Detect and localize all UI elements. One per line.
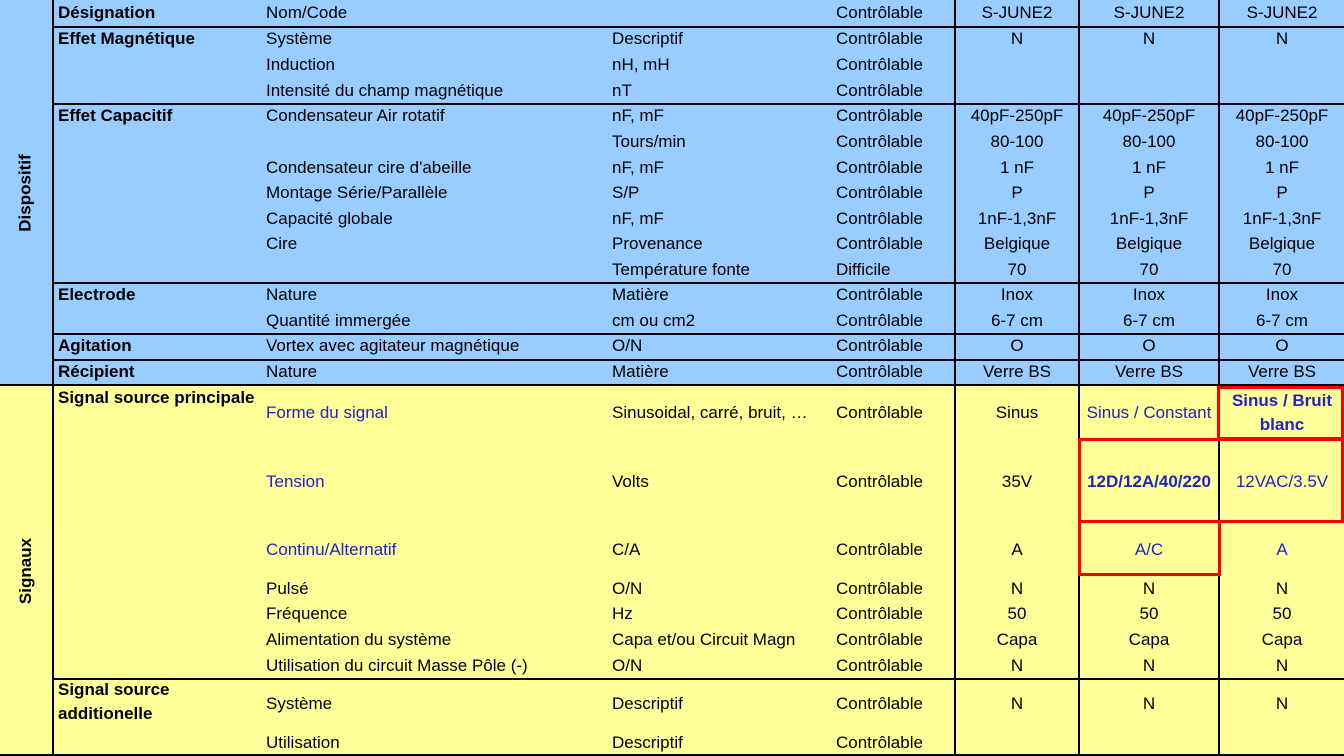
table-row xyxy=(0,103,1344,129)
table-row xyxy=(0,627,1344,653)
cell-v3: O xyxy=(1275,336,1289,355)
cell-v3: Inox xyxy=(1265,285,1299,304)
cell-v3: 80-100 xyxy=(1255,132,1309,151)
cell-v1: 80-100 xyxy=(990,132,1044,151)
cell-param: Pulsé xyxy=(266,579,309,598)
group-divider xyxy=(52,678,1344,680)
cell-status: Contrôlable xyxy=(836,310,923,330)
cell-v3: Verre BS xyxy=(1247,362,1317,381)
cell-unit xyxy=(612,0,834,26)
cell-status: Contrôlable xyxy=(836,579,923,598)
cell-unit: nH, mH xyxy=(612,55,670,74)
cell-status: Contrôlable xyxy=(836,132,923,151)
cell-v3: N xyxy=(1275,694,1289,713)
cell-v2: 40pF-250pF xyxy=(1102,106,1196,125)
cell-group: Effet Magnétique xyxy=(58,29,195,48)
cell-v3: Capa xyxy=(1261,630,1303,649)
cell-v3 xyxy=(1220,78,1344,103)
cell-group xyxy=(58,440,258,523)
cell-v1: Inox xyxy=(1000,285,1034,304)
cell-group xyxy=(58,180,258,206)
cell-group xyxy=(58,231,258,257)
cell-param xyxy=(266,257,610,282)
cell-status: Contrôlable xyxy=(836,234,923,253)
cell-v2: 50 xyxy=(1139,604,1159,623)
cell-v1: Capa xyxy=(996,630,1038,649)
cell-status: Contrôlable xyxy=(836,3,923,22)
cell-status: Contrôlable xyxy=(836,208,923,228)
cell-param: Fréquence xyxy=(266,604,348,623)
cell-v3: Sinus / Bruit blanc xyxy=(1231,391,1333,434)
cell-v2 xyxy=(1080,730,1218,756)
group-divider xyxy=(52,103,1344,105)
cell-unit: O/N xyxy=(612,655,643,675)
cell-unit: Température fonte xyxy=(612,259,750,279)
group-divider xyxy=(52,359,1344,361)
cell-v2: Verre BS xyxy=(1114,362,1184,381)
cell-v1: N xyxy=(1010,694,1024,713)
cell-v1: Belgique xyxy=(983,234,1051,253)
cell-v1: Sinus xyxy=(995,403,1039,422)
cell-v2 xyxy=(1080,78,1218,103)
cell-param: Vortex avec agitateur magnétique xyxy=(266,336,520,355)
cell-status: Contrôlable xyxy=(836,157,923,177)
table-row xyxy=(0,78,1344,103)
cell-unit: nT xyxy=(612,80,632,100)
cell-group: Electrode xyxy=(58,285,136,304)
cell-group xyxy=(58,577,258,601)
cell-group xyxy=(58,129,258,155)
grid-line xyxy=(954,0,956,756)
cell-v3: P xyxy=(1276,183,1288,202)
cell-unit: Descriptif xyxy=(612,733,683,752)
cell-status: Contrôlable xyxy=(836,29,923,48)
table-row xyxy=(0,523,1344,577)
table-row xyxy=(0,359,1344,385)
cell-v2: N xyxy=(1142,29,1156,48)
cell-status: Difficile xyxy=(836,259,891,279)
cell-status: Contrôlable xyxy=(836,362,923,381)
cell-group xyxy=(58,257,258,282)
cell-unit: Matière xyxy=(612,362,669,381)
cell-group xyxy=(58,308,258,333)
cell-v2: 1 nF xyxy=(1131,157,1167,177)
cell-param: Alimentation du système xyxy=(266,630,452,649)
cell-param: Tension xyxy=(266,471,325,491)
cell-v2: Sinus / Constant xyxy=(1086,403,1212,422)
cell-unit: Sinusoidal, carré, bruit, … xyxy=(612,403,808,422)
cell-v3: Belgique xyxy=(1248,234,1316,253)
group-divider xyxy=(52,282,1344,284)
cell-unit: O/N xyxy=(612,336,643,355)
cell-param: Intensité du champ magnétique xyxy=(266,80,504,100)
cell-unit: Provenance xyxy=(612,234,703,253)
cell-param: Nature xyxy=(266,362,318,381)
cell-v1: 6-7 cm xyxy=(991,310,1043,330)
cell-unit: nF, mF xyxy=(612,106,664,125)
cell-param: Nature xyxy=(266,285,318,304)
table-row xyxy=(0,440,1344,523)
cell-param: Utilisation du circuit Masse Pôle (-) xyxy=(266,655,528,675)
table-row xyxy=(0,155,1344,180)
cell-param: Cire xyxy=(266,234,298,253)
cell-v2: P xyxy=(1143,183,1155,202)
cell-v1: N xyxy=(1010,655,1024,675)
cell-unit: Matière xyxy=(612,285,669,304)
cell-v3: N xyxy=(1275,655,1289,675)
cell-v1: P xyxy=(1011,183,1023,202)
cell-status: Contrôlable xyxy=(836,733,923,752)
cell-unit: Descriptif xyxy=(612,694,683,713)
cell-unit: Hz xyxy=(612,604,633,623)
cell-unit: Tours/min xyxy=(612,132,686,151)
cell-v1: 1 nF xyxy=(999,157,1035,177)
table-row xyxy=(0,282,1344,308)
cell-group xyxy=(58,52,258,78)
cell-param: Continu/Alternatif xyxy=(266,540,397,559)
cell-param: Utilisation xyxy=(266,733,340,752)
cell-param: Condensateur cire d'abeille xyxy=(266,157,472,177)
cell-param: Forme du signal xyxy=(266,403,388,422)
cell-v3: N xyxy=(1275,579,1289,598)
cell-v3: 50 xyxy=(1272,604,1292,623)
table-row xyxy=(0,386,1344,440)
table-row xyxy=(0,206,1344,231)
cell-param: Condensateur Air rotatif xyxy=(266,106,445,125)
cell-group xyxy=(58,627,258,653)
cell-v2: A/C xyxy=(1134,540,1164,559)
cell-param: Quantité immergée xyxy=(266,310,411,330)
cell-status: Contrôlable xyxy=(836,655,923,675)
cell-v3: N xyxy=(1275,29,1289,48)
group-divider xyxy=(52,26,1344,28)
table-row xyxy=(0,129,1344,155)
cell-status: Contrôlable xyxy=(836,471,923,491)
cell-v1: N xyxy=(1010,29,1024,48)
cell-param: Capacité globale xyxy=(266,208,393,228)
cell-group: Désignation xyxy=(58,3,156,22)
table-row xyxy=(0,308,1344,333)
cell-unit: nF, mF xyxy=(612,157,664,177)
cell-v3: S-JUNE2 xyxy=(1246,3,1318,22)
cell-status: Contrôlable xyxy=(836,285,923,304)
cell-v1: 70 xyxy=(1007,259,1027,279)
cell-v1: O xyxy=(1010,336,1024,355)
cell-status: Contrôlable xyxy=(836,630,923,649)
cell-param xyxy=(266,129,610,155)
table-row xyxy=(0,0,1344,26)
cell-unit: S/P xyxy=(612,183,640,202)
cell-status: Contrôlable xyxy=(836,80,923,100)
cell-v1: Verre BS xyxy=(982,362,1052,381)
table-row xyxy=(0,231,1344,257)
cell-group: Récipient xyxy=(58,362,135,381)
cell-status: Contrôlable xyxy=(836,183,923,202)
cell-v1: 35V xyxy=(1001,471,1033,491)
cell-v3 xyxy=(1220,730,1344,756)
cell-v2: N xyxy=(1142,655,1156,675)
cell-status: Contrôlable xyxy=(836,540,923,559)
cell-v3: 70 xyxy=(1272,259,1292,279)
cell-group: Signal source additionelle xyxy=(58,680,170,723)
table-row xyxy=(0,26,1344,52)
cell-param: Nom/Code xyxy=(266,3,348,22)
cell-v2: S-JUNE2 xyxy=(1113,3,1185,22)
cell-v3: 40pF-250pF xyxy=(1235,106,1329,125)
cell-v1: 1nF-1,3nF xyxy=(977,208,1057,228)
cell-v3: 1nF-1,3nF xyxy=(1242,208,1322,228)
cell-v1 xyxy=(956,78,1078,103)
cell-v1: 50 xyxy=(1007,604,1027,623)
table-row xyxy=(0,678,1344,730)
section-label-signaux: Signaux xyxy=(16,537,35,604)
cell-unit: C/A xyxy=(612,540,641,559)
cell-group: Signal source principale xyxy=(58,388,255,407)
cell-v3: A xyxy=(1276,540,1288,559)
cell-v2: N xyxy=(1142,579,1156,598)
table-row xyxy=(0,257,1344,282)
cell-param: Montage Série/Parallèle xyxy=(266,183,448,202)
cell-unit: O/N xyxy=(612,579,643,598)
cell-unit: Descriptif xyxy=(612,29,683,48)
cell-v2 xyxy=(1080,52,1218,78)
cell-group: Effet Capacitif xyxy=(58,106,173,125)
cell-v3: 12VAC/3.5V xyxy=(1235,471,1329,491)
table-row xyxy=(0,577,1344,601)
cell-param: Induction xyxy=(266,55,335,74)
grid-line xyxy=(1218,0,1220,756)
section-label-dispositif: Dispositif xyxy=(16,153,36,232)
cell-v2: 70 xyxy=(1139,259,1159,279)
cell-v2: N xyxy=(1142,694,1156,713)
cell-group xyxy=(58,78,258,103)
cell-v2: O xyxy=(1142,336,1156,355)
cell-unit: nF, mF xyxy=(612,208,664,228)
cell-v2: 1nF-1,3nF xyxy=(1109,208,1189,228)
cell-status: Contrôlable xyxy=(836,604,923,623)
cell-v2: Capa xyxy=(1128,630,1170,649)
grid-line xyxy=(1078,0,1080,756)
cell-group xyxy=(58,155,258,180)
table-row xyxy=(0,653,1344,678)
cell-v1: S-JUNE2 xyxy=(981,3,1053,22)
group-divider xyxy=(52,333,1344,335)
table-row xyxy=(0,601,1344,627)
cell-group xyxy=(58,206,258,231)
section-divider xyxy=(0,384,1344,386)
cell-v1: N xyxy=(1010,579,1024,598)
cell-param: Système xyxy=(266,694,333,713)
cell-v2: Belgique xyxy=(1115,234,1183,253)
cell-status: Contrôlable xyxy=(836,403,923,422)
cell-group: Agitation xyxy=(58,336,132,355)
cell-status: Contrôlable xyxy=(836,55,923,74)
table-row xyxy=(0,180,1344,206)
cell-param: Système xyxy=(266,29,333,48)
table-row xyxy=(0,333,1344,359)
cell-group xyxy=(58,653,258,678)
cell-group xyxy=(58,601,258,627)
table-row xyxy=(0,52,1344,78)
cell-v3 xyxy=(1220,52,1344,78)
cell-v2: 80-100 xyxy=(1122,132,1176,151)
table-row xyxy=(0,730,1344,756)
cell-unit: Capa et/ou Circuit Magn xyxy=(612,630,796,649)
cell-v1 xyxy=(956,52,1078,78)
cell-v2: 12D/12A/40/220 xyxy=(1087,471,1211,491)
cell-v3: 1 nF xyxy=(1264,157,1300,177)
grid-line xyxy=(52,0,54,756)
cell-unit: Volts xyxy=(612,471,649,491)
cell-status: Contrôlable xyxy=(836,336,923,355)
cell-v1: A xyxy=(1011,540,1023,559)
cell-status: Contrôlable xyxy=(836,106,923,125)
cell-v1: 40pF-250pF xyxy=(970,106,1064,125)
cell-v1 xyxy=(956,730,1078,756)
cell-unit: cm ou cm2 xyxy=(612,310,696,330)
cell-group xyxy=(58,523,258,577)
cell-group xyxy=(58,730,258,756)
cell-v3: 6-7 cm xyxy=(1256,310,1308,330)
cell-v2: 6-7 cm xyxy=(1123,310,1175,330)
cell-status: Contrôlable xyxy=(836,694,923,713)
cell-v2: Inox xyxy=(1132,285,1166,304)
